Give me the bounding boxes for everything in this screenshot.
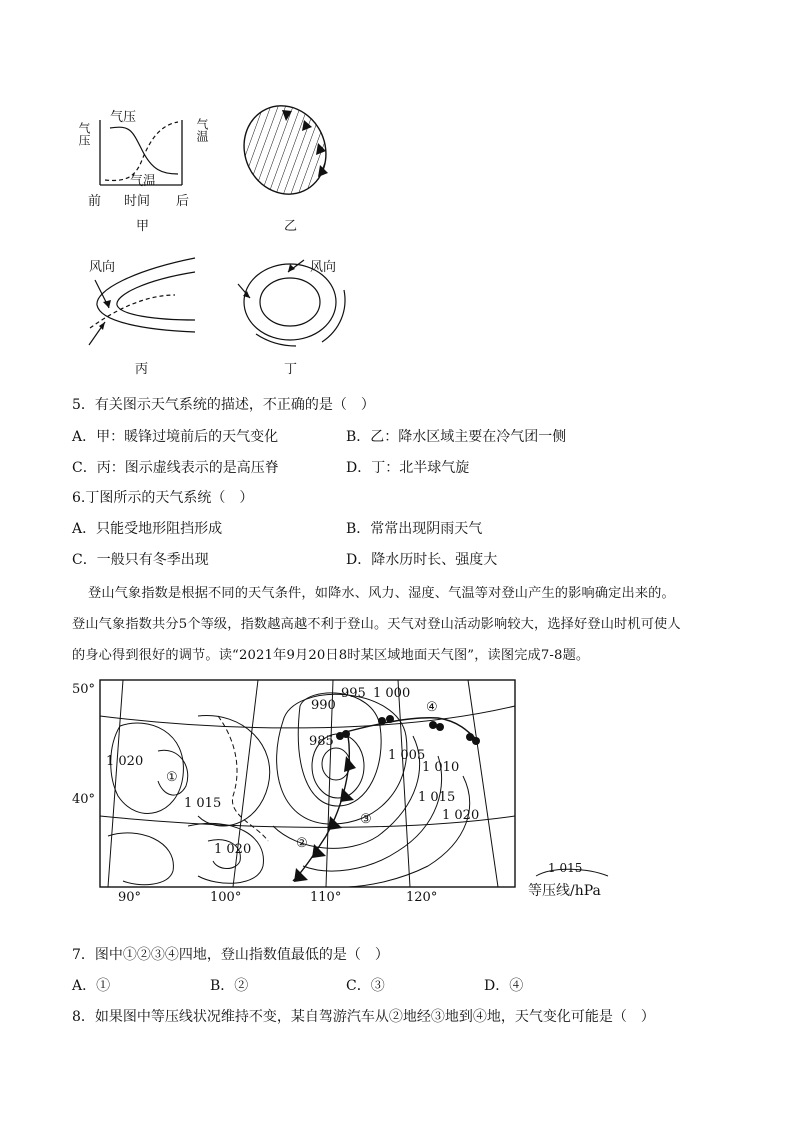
yi-caption: 乙 [284, 219, 298, 234]
q8-stem: 8．如果图中等压线状况维持不变，某自驾游汽车从②地经③地到④地，天气变化可能是（ ） [72, 1009, 655, 1025]
map-point-1: ① [166, 770, 178, 785]
ding-wind-label: 风向 [310, 260, 337, 275]
q7-option-d[interactable]: D．④ [484, 978, 524, 994]
figure-yi [240, 105, 350, 235]
q7-stem: 7．图中①②③④四地，登山指数值最低的是（ ） [72, 947, 389, 963]
passage-line-1: 登山气象指数是根据不同的天气条件，如降水、风力、湿度、气温等对登山产生的影响确定出来的。 [88, 586, 675, 601]
q6-stem: 6.丁图所示的天气系统（ ） [72, 490, 254, 506]
ding-caption: 丁 [284, 362, 298, 377]
jia-pressure-top-label: 气压 [110, 110, 137, 125]
isobar-1015-east: 1 015 [418, 790, 456, 805]
ding-diagram [232, 250, 362, 355]
q7-option-c[interactable]: C．③ [346, 978, 385, 994]
map-lon-90: 90° [118, 890, 142, 905]
figure-jia [70, 100, 220, 235]
q6-option-d[interactable]: D．降水历时长、强度大 [346, 552, 498, 568]
map-lat-40: 40° [72, 792, 96, 807]
map-point-4: ④ [426, 700, 438, 715]
isobar-1020-east: 1 020 [442, 808, 480, 823]
q5-option-a[interactable]: A．甲：暖锋过境前后的天气变化 [72, 429, 279, 445]
yi-diagram [240, 105, 350, 205]
isobar-1020-west: 1 020 [106, 754, 144, 769]
figure-ding [232, 250, 362, 375]
q6-option-a[interactable]: A．只能受地形阻挡形成 [72, 521, 223, 537]
isobar-1010: 1 010 [422, 760, 460, 775]
passage-line-2: 登山气象指数共分5个等级，指数越高越不利于登山。天气对登山活动影响较大，选择好登山时机可使人 [72, 617, 681, 632]
figure-bing [75, 250, 215, 377]
jia-temp-bottom-label: 气温 [130, 174, 157, 189]
map-point-2: ② [296, 836, 308, 851]
isobar-1005: 1 005 [388, 748, 426, 763]
isobar-1000: 1 000 [373, 686, 411, 701]
map-lon-120: 120° [406, 890, 438, 905]
isobar-1020-south: 1 020 [214, 842, 252, 857]
passage-line-3: 的身心得到很好的调节。读“2021年9月20日8时某区域地面天气图”，读图完成7-8题。 [72, 648, 590, 663]
isobar-995: 995 [341, 686, 366, 701]
q7-option-a[interactable]: A．① [72, 978, 111, 994]
jia-axis-back: 后 [176, 194, 190, 209]
q5-option-c[interactable]: C．丙：图示虚线表示的是高压脊 [72, 460, 279, 476]
isobar-985: 985 [309, 734, 334, 749]
jia-axis-front: 前 [88, 194, 102, 209]
bing-caption: 丙 [135, 362, 149, 377]
jia-axis-left-label: 气压 [77, 122, 91, 146]
jia-axis-time: 时间 [124, 194, 151, 209]
map-point-3: ③ [360, 812, 372, 827]
weather-map [68, 676, 628, 926]
q6-option-c[interactable]: C．一般只有冬季出现 [72, 552, 209, 568]
legend-text: 等压线/hPa [528, 883, 601, 899]
jia-axis-right-label: 气温 [195, 118, 209, 142]
q5-option-d[interactable]: D．丁：北半球气旋 [346, 460, 470, 476]
isobar-1015-west: 1 015 [184, 796, 222, 811]
isobar-990: 990 [311, 698, 336, 713]
map-lon-110: 110° [310, 890, 342, 905]
legend-isobar-value: 1 015 [548, 861, 583, 875]
q5-stem: 5．有关图示天气系统的描述，不正确的是（ ） [72, 397, 375, 413]
map-lat-50: 50° [72, 682, 96, 697]
q6-option-b[interactable]: B．常常出现阴雨天气 [346, 521, 483, 537]
q7-option-b[interactable]: B．② [210, 978, 249, 994]
map-lon-100: 100° [210, 890, 242, 905]
jia-caption: 甲 [136, 219, 150, 234]
bing-wind-label: 风向 [89, 260, 116, 275]
q5-option-b[interactable]: B．乙：降水区域主要在冷气团一侧 [346, 429, 567, 445]
